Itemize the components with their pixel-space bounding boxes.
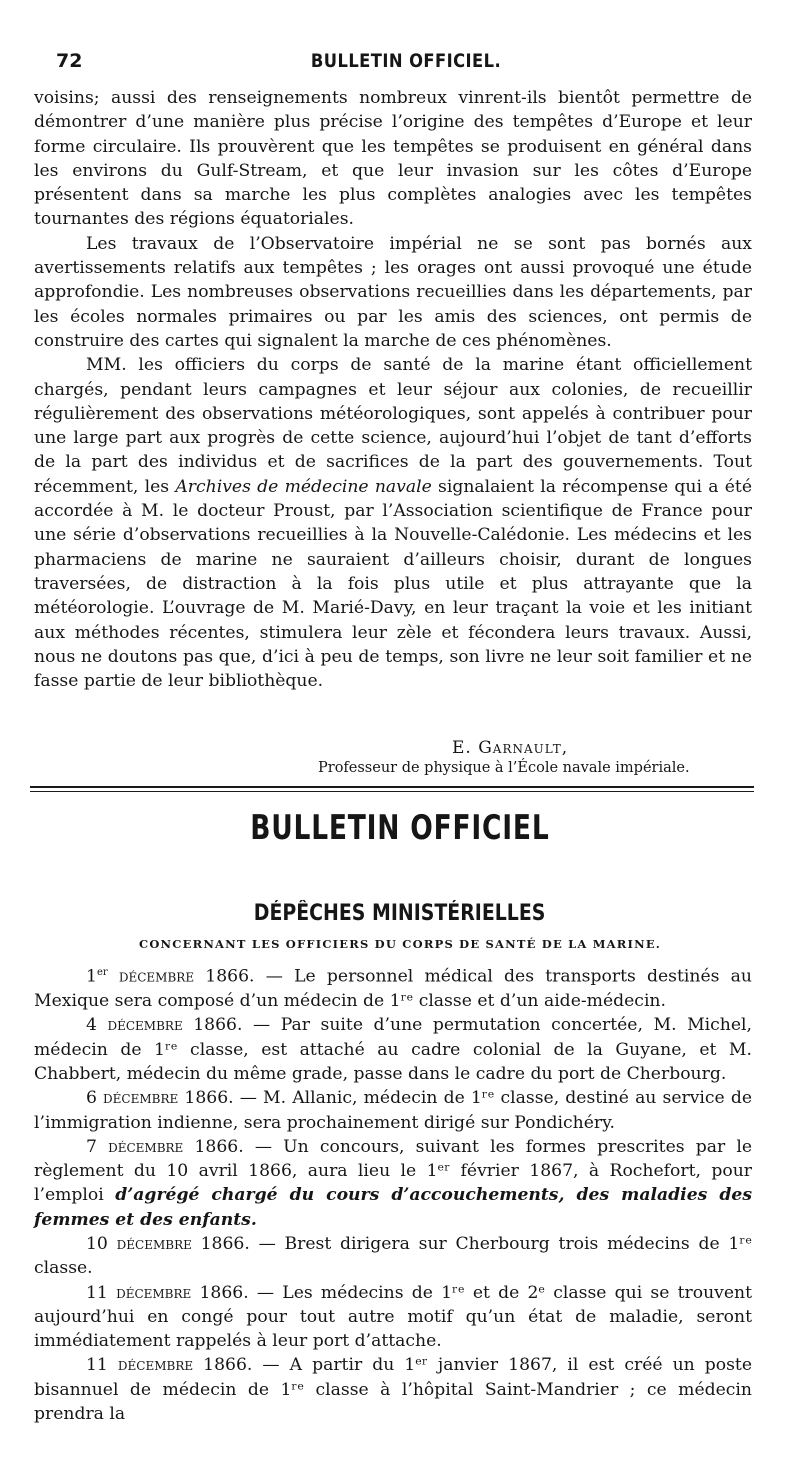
dispatch-date: décembre 1866. bbox=[107, 1282, 249, 1303]
journal-title: Archives de médecine navale bbox=[175, 476, 432, 497]
signature-title: Professeur de physique à l’École navale impériale. bbox=[318, 760, 690, 776]
dispatch-date: décembre 1866. bbox=[107, 1234, 250, 1254]
dispatch-text: — M. Allanic, médecin de 1ʳᵉ classe, destiné au service de l’immigration indienne, sera prochainement dirigé sur Pondichéry. bbox=[34, 1088, 752, 1133]
dispatch-date: décembre 1866. bbox=[107, 1355, 253, 1376]
dispatch-date-ordinal: er bbox=[96, 967, 108, 978]
dispatch-text: — Brest dirigera sur Cherbourg trois médecins de 1ʳᵉ classe. bbox=[34, 1234, 752, 1279]
dispatch-date-day: 10 bbox=[86, 1234, 108, 1254]
dispatch-entry bbox=[34, 1135, 752, 1232]
dispatch-text: — Le personnel médical des transports destinés au Mexique sera composé d’un médecin de 1ʳᵉ classe et d’un aide-médecin. bbox=[34, 966, 752, 1012]
article-body bbox=[34, 86, 752, 693]
running-header bbox=[56, 50, 756, 78]
dispatch-text: — Un concours, suivant les formes prescrites par le règlement du 10 avril 1866, aura lieu le 1ᵉʳ février 1867, à Rochefort, pour l’emploi bbox=[34, 1136, 753, 1206]
page-number: 72 bbox=[56, 50, 83, 72]
dispatch-date-day: 7 bbox=[86, 1136, 97, 1157]
paragraph-3-part-a: MM. les officiers du corps de santé de la marine étant officiellement chargés, pendant leurs campagnes et leur séjour aux colonies, de recueillir régulièrement des observations météorologiques, sont appelés à contribuer pour une large part aux progrès de cette science, aujourd’hui l’objet de tant d’efforts de la part des individus et de sacrifices de la part des gouvernements. Tout récemment, les bbox=[34, 355, 752, 497]
dispatch-entry bbox=[34, 1232, 752, 1281]
dispatch-text: — A partir du 1ᵉʳ janvier 1867, il est créé un poste bisannuel de médecin de 1ʳᵉ classe à l’hôpital Saint-Mandrier ; ce médecin prendra la bbox=[34, 1355, 752, 1425]
section-subtitle bbox=[0, 901, 800, 926]
running-title: BULLETIN OFFICIEL. bbox=[310, 50, 502, 72]
signature-name: E. Garnault, bbox=[452, 738, 569, 758]
dispatch-italic-text: d’agrégé chargé du cours d’accouchements, des maladies des femmes et des enfants. bbox=[34, 1185, 752, 1230]
paragraph-2: Les travaux de l’Observatoire impérial ne se sont pas bornés aux avertissements relatifs aux tempêtes ; les orages ont aussi provoqué une étude approfondie. Les nombreuses observations recueillies dans les départements, par les écoles normales primaires ou par les amis des sciences, ont permis de construire des cartes qui signalent la marche de ces phénomènes. bbox=[34, 233, 752, 351]
paragraph-3 bbox=[34, 353, 752, 693]
dispatch-list bbox=[34, 961, 752, 1426]
dispatch-date-day: 6 bbox=[86, 1088, 97, 1109]
dispatch-entry bbox=[34, 1281, 752, 1354]
dispatch-date-day: 11 bbox=[86, 1355, 108, 1376]
section-divider-bottom bbox=[30, 791, 754, 792]
section-caption: CONCERNANT LES OFFICIERS DU CORPS DE SANTÉ DE LA MARINE. bbox=[138, 937, 662, 951]
dispatch-entry bbox=[34, 1086, 752, 1135]
paragraph-3-part-b: signalaient la récompense qui a été accordée à M. le docteur Proust, par l’Association scientifique de France pour une série d’observations recueillies à la Nouvelle-Calédonie. Les médecins et les pharmaciens de marine ne sauraient d’ailleurs choisir, durant de longues traversées, de distraction à la fois plus utile et plus attrayante que la météorologie. L’ouvrage de M. Marié-Davy, en leur traçant la voie et les initiant aux méthodes récentes, stimulera leur zèle et fécondera leurs travaux. Aussi, nous ne doutons pas que, d’ici à peu de temps, son livre ne leur soit familier et ne fasse partie de leur bibliothèque. bbox=[34, 476, 752, 692]
paragraph-1: voisins; aussi des renseignements nombreux vinrent-ils bientôt permettre de démontrer d’une manière plus précise l’origine des tempêtes d’Europe et leur forme circulaire. Ils prouvèrent que les tempêtes se produisent en général dans les environs du Gulf-Stream, et que leur invasion sur les côtes d’Europe présentent dans sa marche les plus complètes analogies avec les tempêtes tournantes des régions équatoriales. bbox=[34, 88, 752, 230]
dispatch-date: décembre 1866. bbox=[107, 966, 255, 987]
section-divider-top bbox=[30, 786, 754, 788]
dispatch-date-day: 11 bbox=[86, 1282, 108, 1303]
dispatch-date: décembre 1866. bbox=[96, 1015, 243, 1036]
dispatch-date: décembre 1866. bbox=[96, 1136, 244, 1157]
dispatch-date-day: 4 bbox=[86, 1015, 97, 1036]
dispatch-entry bbox=[34, 1013, 752, 1086]
dispatch-text: — Les médecins de 1ʳᵉ et de 2ᵉ classe qui se trouvent aujourd’hui en congé pour tout autre motif qu’un état de maladie, seront immédiatement rappelés à leur port d’attache. bbox=[34, 1282, 753, 1352]
dispatch-date: décembre 1866. bbox=[96, 1088, 234, 1109]
section-title-text: BULLETIN OFFICIEL bbox=[250, 808, 550, 848]
dispatch-entry bbox=[34, 1353, 752, 1426]
dispatch-entry bbox=[34, 961, 752, 1013]
section-subtitle-text: DÉPÊCHES MINISTÉRIELLES bbox=[254, 901, 546, 926]
dispatch-text: — Par suite d’une permutation concertée, M. Michel, médecin de 1ʳᵉ classe, est attaché au cadre colonial de la Guyane, et M. Chabbert, médecin du même grade, passe dans le cadre du port de Cherbourg. bbox=[34, 1015, 752, 1084]
dispatch-date-day: 1 bbox=[86, 966, 97, 987]
section-title bbox=[0, 808, 800, 848]
